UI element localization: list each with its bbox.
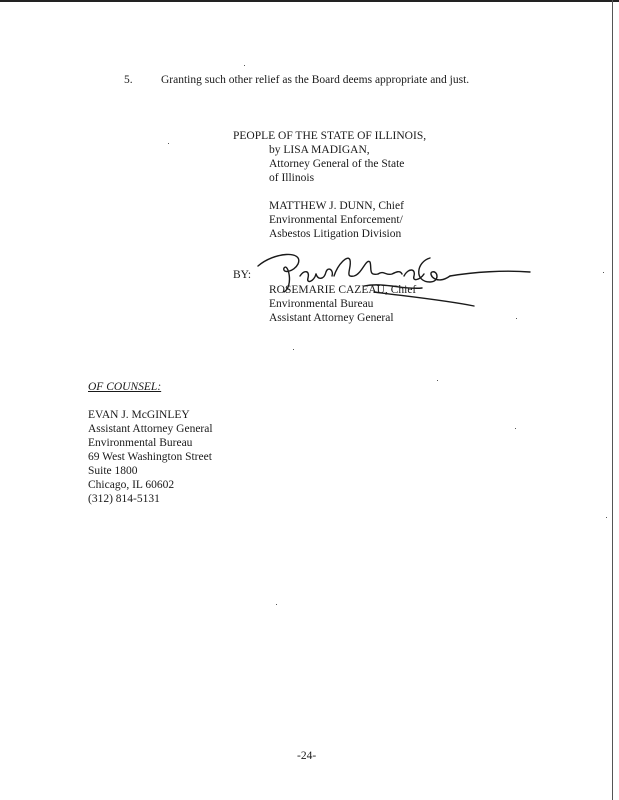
chief-line-3: Asbestos Litigation Division — [269, 228, 402, 240]
counsel-line: Suite 1800 — [88, 465, 138, 477]
scan-speck — [603, 272, 604, 273]
attorney-general-line-3: of Illinois — [269, 172, 315, 184]
page-number: -24- — [297, 750, 317, 762]
counsel-line: EVAN J. McGINLEY — [88, 409, 190, 421]
relief-item-text: Granting such other relief as the Board deems appropriate and just. — [161, 74, 470, 86]
signer-title: Assistant Attorney General — [269, 312, 394, 324]
counsel-line: (312) 814-5131 — [88, 493, 160, 505]
counsel-line: Assistant Attorney General — [88, 423, 213, 435]
scan-speck — [168, 143, 169, 144]
scan-top-border — [0, 0, 619, 2]
handwritten-signature — [254, 246, 534, 308]
scan-speck — [276, 604, 277, 605]
attorney-general-line-1: by LISA MADIGAN, — [269, 144, 370, 156]
signer-name: ROSEMARIE CAZEAU, Chief — [269, 284, 417, 296]
by-label: BY: — [233, 269, 252, 281]
chief-line-2: Environmental Enforcement/ — [269, 214, 403, 226]
scan-right-border — [612, 0, 613, 800]
signer-bureau: Environmental Bureau — [269, 298, 374, 310]
counsel-heading: OF COUNSEL: — [88, 381, 162, 393]
attorney-general-line-2: Attorney General of the State — [269, 158, 405, 170]
party-name: PEOPLE OF THE STATE OF ILLINOIS, — [233, 130, 427, 142]
counsel-line: Environmental Bureau — [88, 437, 193, 449]
relief-item-number: 5. — [124, 74, 133, 86]
scan-speck — [516, 318, 517, 319]
scan-speck — [244, 65, 245, 66]
chief-line-1: MATTHEW J. DUNN, Chief — [269, 200, 404, 212]
counsel-line: Chicago, IL 60602 — [88, 479, 175, 491]
scan-speck — [437, 380, 438, 381]
scan-speck — [606, 517, 607, 518]
counsel-line: 69 West Washington Street — [88, 451, 212, 463]
scan-speck — [293, 349, 294, 350]
scan-speck — [515, 428, 516, 429]
